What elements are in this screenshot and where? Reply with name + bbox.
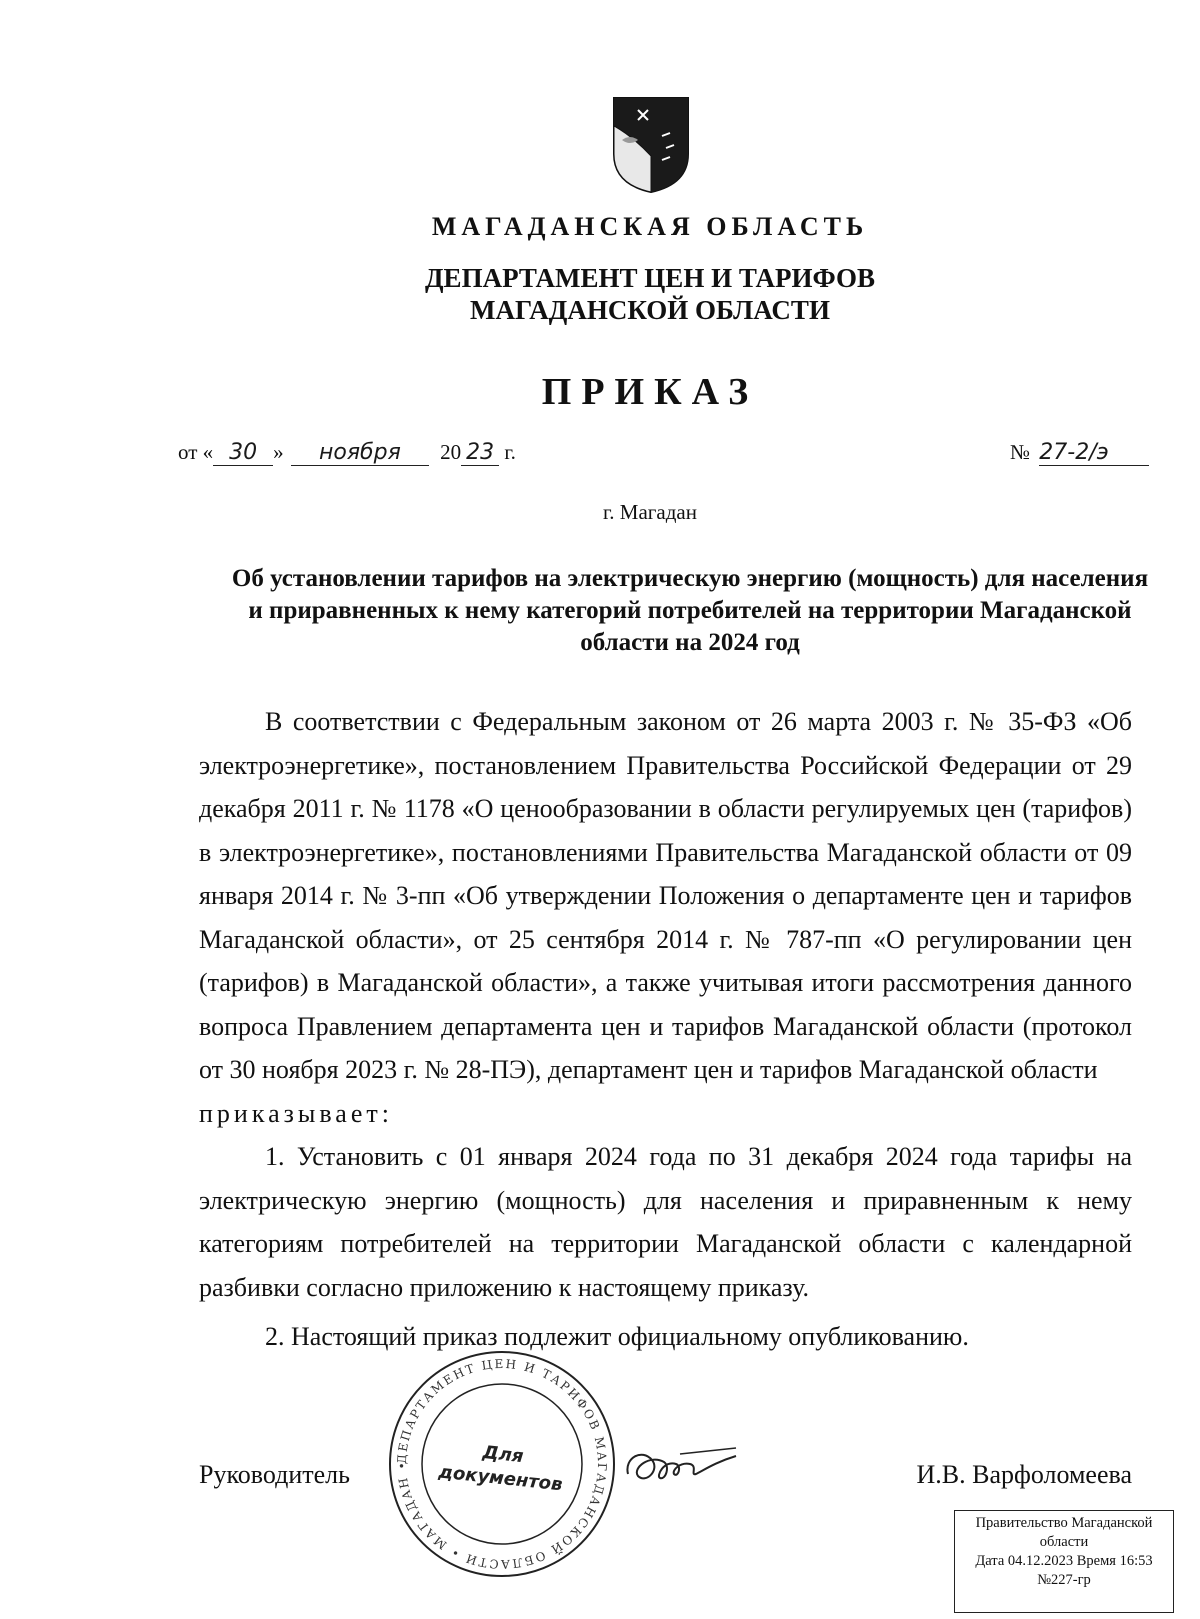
date-year-handwritten: 23 xyxy=(461,441,499,466)
date-month-handwritten: ноября xyxy=(291,441,429,466)
department-name-line-1: ДЕПАРТАМЕНТ ЦЕН И ТАРИФОВ xyxy=(424,263,876,293)
date-close-quote: » xyxy=(273,440,284,464)
registration-line-3: Дата 04.12.2023 Время 16:53 xyxy=(975,1553,1153,1569)
city: г. Магадан xyxy=(603,500,697,524)
document-body xyxy=(199,700,1132,1359)
document-title: Об установлении тарифов на электрическую энергию (мощность) для населения и приравненных к нему категорий потребителей на территории Магаданской области на 2024 год xyxy=(231,565,1149,656)
clause-1: 1. Установить с 01 января 2024 года по 31 декабря 2024 года тарифы на электрическую энергию (мощность) для населения и приравненным к нему категориям потребителей на территории Магаданской области с календарной разбивки согласно приложению к настоящему приказу. xyxy=(199,1142,1132,1302)
registration-line-1: Правительство Магаданской xyxy=(975,1515,1153,1531)
region-name: МАГАДАНСКАЯ ОБЛАСТЬ xyxy=(431,212,869,241)
document-number xyxy=(1010,440,1149,466)
date-day-handwritten: 30 xyxy=(213,441,273,466)
handwritten-signature xyxy=(620,1440,740,1500)
department-name xyxy=(0,262,1200,326)
date-open-quote: « xyxy=(202,440,214,464)
number-handwritten: 27-2/э xyxy=(1039,441,1149,466)
date-line xyxy=(178,440,516,466)
registration-line-2: области xyxy=(1039,1534,1089,1550)
svg-text:ДЕПАРТАМЕНТ ЦЕН И ТАРИФОВ МАГА: ДЕПАРТАМЕНТ ЦЕН И ТАРИФОВ МАГАДАНСКОЙ ОБЛАСТИ • МАГАДАН • xyxy=(394,1356,610,1572)
document-type: ПРИКАЗ xyxy=(541,371,759,413)
date-prefix: от xyxy=(178,440,203,464)
department-name-line-2: МАГАДАНСКОЙ ОБЛАСТИ xyxy=(470,295,830,325)
coat-of-arms-icon xyxy=(612,96,690,194)
date-year-suffix: г. xyxy=(499,440,516,464)
clause-2: 2. Настоящий приказ подлежит официальному опубликованию. xyxy=(265,1322,969,1351)
preamble-paragraph: В соответствии с Федеральным законом от 26 марта 2003 г. № 35-ФЗ «Об электроэнергетике», постановлением Правительства Российской Федерации от 29 декабря 2011 г. № 1178 «О ценообразовании в области регулируемых цен (тарифов) в электроэнергетике», постановлениями Правительства Магаданской области от 09 января 2014 г. № 3-пп «Об утверждении Положения о департаменте цен и тарифов Магаданской области», от 25 сентября 2014 г. № 787-пп «О регулировании цен (тарифов) в Магаданской области», а также учитывая итоги рассмотрения данного вопроса Правлением департамента цен и тарифов Магаданской области (протокол от 30 ноября 2023 г. № 28-ПЭ), департамент цен и тарифов Магаданской области xyxy=(199,707,1132,1084)
signer-role: Руководитель xyxy=(199,1460,350,1489)
stamp-text-line-2: документов xyxy=(437,1461,564,1496)
orders-word: приказывает: xyxy=(199,1098,393,1128)
number-sign: № xyxy=(1010,440,1036,464)
date-year-prefix: 20 xyxy=(440,440,462,464)
signer-name: И.В. Варфоломеева xyxy=(916,1460,1132,1489)
stamp-text-line-1: Для xyxy=(481,1441,525,1468)
official-stamp xyxy=(386,1348,618,1580)
registration-line-4: №227-гр xyxy=(1037,1572,1091,1588)
registration-stamp-box xyxy=(954,1510,1174,1613)
